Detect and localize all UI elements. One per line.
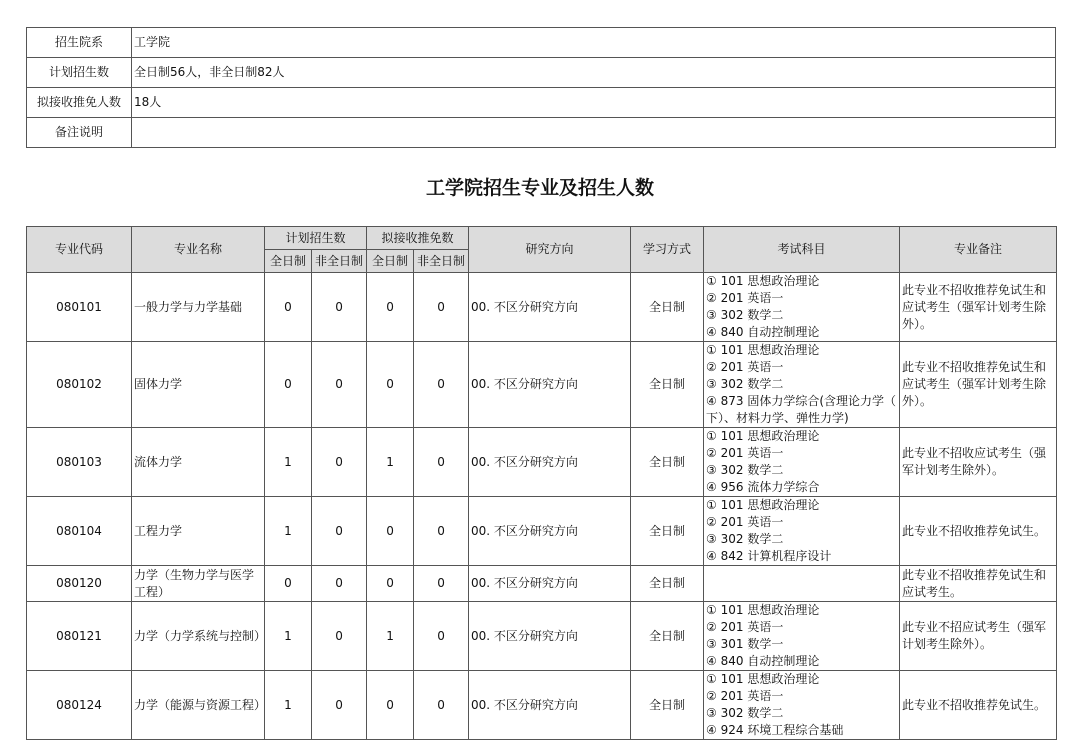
major-name: 一般力学与力学基础 <box>132 273 265 342</box>
exam-subject-item: ① 101 思想政治理论 <box>706 429 820 443</box>
plan-part: 0 <box>312 671 367 740</box>
exam-subjects <box>704 342 900 428</box>
header-code: 专业代码 <box>27 227 132 273</box>
info-value <box>132 118 1056 148</box>
exam-subject-item: 下）、材料力学、弹性力学) <box>706 411 849 425</box>
table-header <box>27 227 1057 273</box>
exam-subject-item: ③ 302 数学二 <box>706 463 784 477</box>
table-row <box>27 428 1057 497</box>
major-code: 080103 <box>27 428 132 497</box>
major-name: 流体力学 <box>132 428 265 497</box>
header-subjects: 考试科目 <box>704 227 900 273</box>
exam-subject-item: ② 201 英语一 <box>706 620 784 634</box>
info-value: 工学院 <box>132 28 1056 58</box>
study-mode: 全日制 <box>631 342 704 428</box>
major-note: 此专业不招收推荐免试生。 <box>900 497 1057 566</box>
table-row <box>27 602 1057 671</box>
info-label: 拟接收推免人数 <box>27 88 132 118</box>
plan-full: 1 <box>265 497 312 566</box>
major-code: 080120 <box>27 566 132 602</box>
table-row <box>27 273 1057 342</box>
major-code: 080104 <box>27 497 132 566</box>
table-body <box>27 273 1057 740</box>
exam-subjects <box>704 428 900 497</box>
research-direction: 00. 不区分研究方向 <box>469 566 631 602</box>
exam-subject-item: ④ 840 自动控制理论 <box>706 325 820 339</box>
info-value: 18人 <box>132 88 1056 118</box>
exam-subject-item: ① 101 思想政治理论 <box>706 498 820 512</box>
header-plan: 计划招生数 <box>265 227 367 250</box>
rec-full: 1 <box>367 428 414 497</box>
exam-subject-item: ② 201 英语一 <box>706 689 784 703</box>
header-plan-full: 全日制 <box>265 250 312 273</box>
study-mode: 全日制 <box>631 671 704 740</box>
info-row <box>27 118 1056 148</box>
major-name: 固体力学 <box>132 342 265 428</box>
header-name: 专业名称 <box>132 227 265 273</box>
table-row <box>27 342 1057 428</box>
major-note: 此专业不招收推荐免试生和应试考生（强军计划考生除外）。 <box>900 342 1057 428</box>
department-info-table <box>26 27 1056 148</box>
plan-full: 1 <box>265 671 312 740</box>
plan-part: 0 <box>312 273 367 342</box>
info-rows <box>27 28 1056 148</box>
rec-full: 0 <box>367 342 414 428</box>
rec-full: 0 <box>367 497 414 566</box>
exam-subjects <box>704 671 900 740</box>
major-code: 080124 <box>27 671 132 740</box>
major-note: 此专业不招收推荐免试生。 <box>900 671 1057 740</box>
info-row <box>27 88 1056 118</box>
exam-subject-item: ① 101 思想政治理论 <box>706 274 820 288</box>
exam-subjects <box>704 273 900 342</box>
plan-full: 1 <box>265 428 312 497</box>
exam-subject-item: ④ 840 自动控制理论 <box>706 654 820 668</box>
rec-part: 0 <box>414 602 469 671</box>
header-plan-part: 非全日制 <box>312 250 367 273</box>
study-mode: 全日制 <box>631 428 704 497</box>
major-name: 力学（力学系统与控制） <box>132 602 265 671</box>
exam-subject-item: ③ 302 数学二 <box>706 308 784 322</box>
header-rec-full: 全日制 <box>367 250 414 273</box>
rec-full: 1 <box>367 602 414 671</box>
study-mode: 全日制 <box>631 497 704 566</box>
research-direction: 00. 不区分研究方向 <box>469 497 631 566</box>
header-mode: 学习方式 <box>631 227 704 273</box>
exam-subject-item: ② 201 英语一 <box>706 360 784 374</box>
table-row <box>27 671 1057 740</box>
rec-part: 0 <box>414 273 469 342</box>
section-title: 工学院招生专业及招生人数 <box>425 177 654 199</box>
header-rec-part: 非全日制 <box>414 250 469 273</box>
exam-subject-item: ② 201 英语一 <box>706 446 784 460</box>
header-note: 专业备注 <box>900 227 1057 273</box>
header-direction: 研究方向 <box>469 227 631 273</box>
header-rec: 拟接收推免数 <box>367 227 469 250</box>
rec-part: 0 <box>414 428 469 497</box>
majors-table <box>26 226 1057 740</box>
info-label: 招生院系 <box>27 28 132 58</box>
exam-subject-item: ④ 873 固体力学综合(含理论力学（ <box>706 394 897 408</box>
rec-full: 0 <box>367 566 414 602</box>
info-value: 全日制56人，非全日制82人 <box>132 58 1056 88</box>
rec-part: 0 <box>414 342 469 428</box>
study-mode: 全日制 <box>631 273 704 342</box>
major-note: 此专业不招收推荐免试生和应试考生。 <box>900 566 1057 602</box>
major-name: 力学（能源与资源工程） <box>132 671 265 740</box>
exam-subjects <box>704 566 900 602</box>
major-name: 力学（生物力学与医学工程） <box>132 566 265 602</box>
study-mode: 全日制 <box>631 566 704 602</box>
rec-full: 0 <box>367 671 414 740</box>
info-row <box>27 28 1056 58</box>
plan-full: 0 <box>265 566 312 602</box>
exam-subject-item: ② 201 英语一 <box>706 515 784 529</box>
exam-subject-item: ③ 302 数学二 <box>706 706 784 720</box>
plan-full: 0 <box>265 273 312 342</box>
research-direction: 00. 不区分研究方向 <box>469 342 631 428</box>
plan-part: 0 <box>312 428 367 497</box>
exam-subject-item: ③ 302 数学二 <box>706 532 784 546</box>
exam-subject-item: ③ 302 数学二 <box>706 377 784 391</box>
plan-part: 0 <box>312 497 367 566</box>
rec-part: 0 <box>414 566 469 602</box>
exam-subject-item: ① 101 思想政治理论 <box>706 672 820 686</box>
major-code: 080101 <box>27 273 132 342</box>
info-label: 计划招生数 <box>27 58 132 88</box>
exam-subject-item: ② 201 英语一 <box>706 291 784 305</box>
plan-part: 0 <box>312 566 367 602</box>
research-direction: 00. 不区分研究方向 <box>469 273 631 342</box>
study-mode: 全日制 <box>631 602 704 671</box>
research-direction: 00. 不区分研究方向 <box>469 428 631 497</box>
research-direction: 00. 不区分研究方向 <box>469 671 631 740</box>
major-note: 此专业不招收推荐免试生和应试考生（强军计划考生除外）。 <box>900 273 1057 342</box>
plan-full: 1 <box>265 602 312 671</box>
plan-part: 0 <box>312 342 367 428</box>
rec-part: 0 <box>414 671 469 740</box>
major-note: 此专业不招收应试考生（强军计划考生除外）。 <box>900 428 1057 497</box>
major-code: 080121 <box>27 602 132 671</box>
exam-subject-item: ④ 842 计算机程序设计 <box>706 549 832 563</box>
info-label: 备注说明 <box>27 118 132 148</box>
exam-subject-item: ① 101 思想政治理论 <box>706 343 820 357</box>
exam-subjects <box>704 602 900 671</box>
exam-subjects <box>704 497 900 566</box>
exam-subject-item: ③ 301 数学一 <box>706 637 784 651</box>
major-code: 080102 <box>27 342 132 428</box>
exam-subject-item: ④ 956 流体力学综合 <box>706 480 820 494</box>
research-direction: 00. 不区分研究方向 <box>469 602 631 671</box>
table-row <box>27 497 1057 566</box>
rec-full: 0 <box>367 273 414 342</box>
exam-subject-item: ④ 924 环境工程综合基础 <box>706 723 844 737</box>
info-row <box>27 58 1056 88</box>
major-name: 工程力学 <box>132 497 265 566</box>
plan-part: 0 <box>312 602 367 671</box>
exam-subject-item: ① 101 思想政治理论 <box>706 603 820 617</box>
plan-full: 0 <box>265 342 312 428</box>
table-row <box>27 566 1057 602</box>
major-note: 此专业不招应试考生（强军计划考生除外）。 <box>900 602 1057 671</box>
rec-part: 0 <box>414 497 469 566</box>
